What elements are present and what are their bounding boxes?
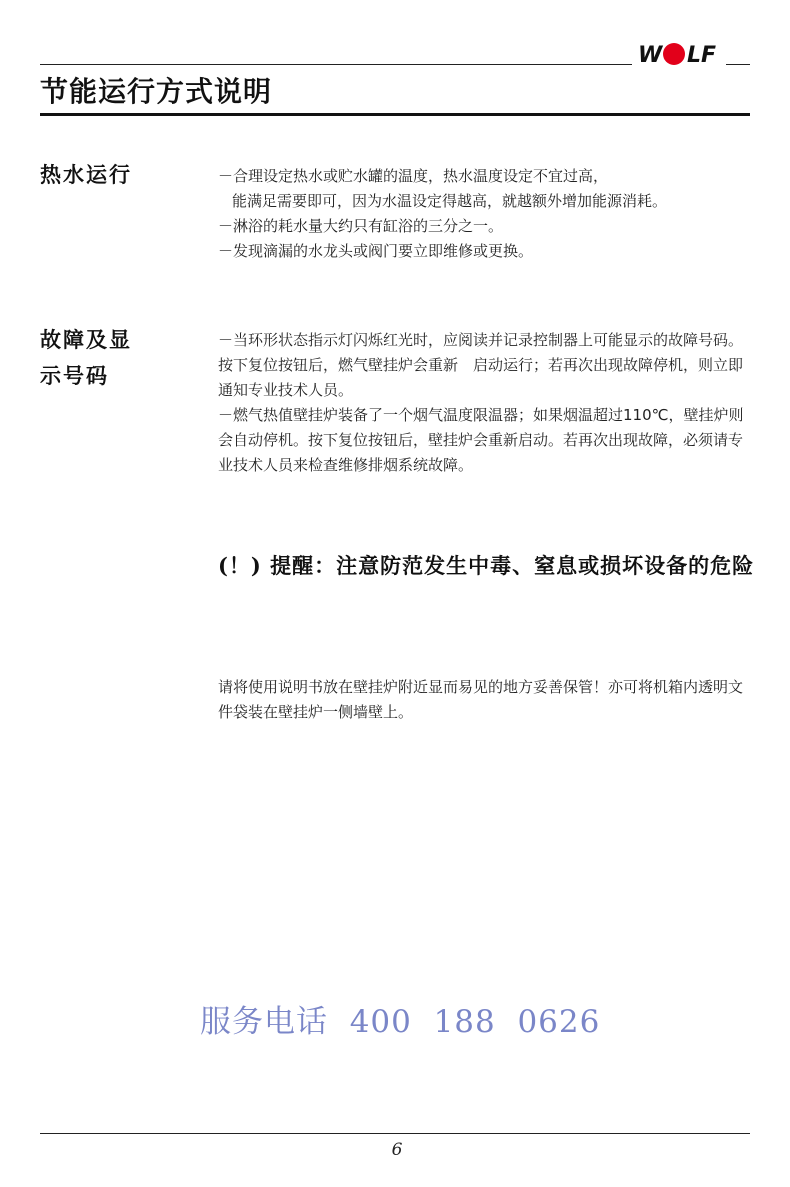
page-number: 6: [391, 1140, 403, 1160]
paragraph: －合理设定热水或贮水罐的温度，热水温度设定不宜过高，: [218, 167, 609, 185]
heading-line: 示号码: [40, 363, 109, 388]
title-rule: [40, 113, 750, 116]
paragraph: －淋浴的耗水量大约只有缸浴的三分之一。: [218, 217, 504, 235]
section-body-fault-codes: [218, 328, 754, 478]
storage-note: [218, 675, 754, 725]
section-heading-hot-water: 热水运行: [40, 162, 132, 187]
header-rule-left: [40, 64, 632, 65]
service-hotline: 服务电话 400 188 0626: [200, 1004, 601, 1040]
paragraph: －燃气热值壁挂炉装备了一个烟气温度限温器；如果烟温超过110℃，壁挂炉则会自动停机。按下复位按钮后，壁挂炉会重新启动。若再次出现故障，必须请专业技术人员来检查维修排烟系统故障。: [218, 406, 744, 474]
section-body-hot-water: [218, 164, 754, 264]
svg-text:LF: LF: [687, 43, 717, 68]
section-heading-fault-codes: [40, 322, 132, 394]
paragraph: －发现滴漏的水龙头或阀门要立即维修或更换。: [218, 242, 534, 260]
warning-text: (！) 提醒：注意防范发生中毒、窒息或损坏设备的危险: [218, 553, 755, 578]
wolf-logo: [636, 40, 722, 68]
page-title: 节能运行方式说明: [40, 75, 273, 108]
paragraph: 能满足需要即可，因为水温设定得越高，就越额外增加能源消耗。: [232, 192, 668, 210]
header-rule-right: [726, 64, 750, 65]
heading-line: 故障及显: [40, 327, 132, 352]
paragraph: －当环形状态指示灯闪烁红光时，应阅读并记录控制器上可能显示的故障号码。按下复位按钮后，燃气壁挂炉会重新 启动运行；若再次出现故障停机，则立即通知专业技术人员。: [218, 331, 744, 399]
paragraph: 请将使用说明书放在壁挂炉附近显而易见的地方妥善保管！亦可将机箱内透明文件袋装在壁挂炉一侧墙壁上。: [218, 678, 744, 721]
footer-rule: [40, 1133, 750, 1134]
svg-text:W: W: [638, 43, 663, 68]
